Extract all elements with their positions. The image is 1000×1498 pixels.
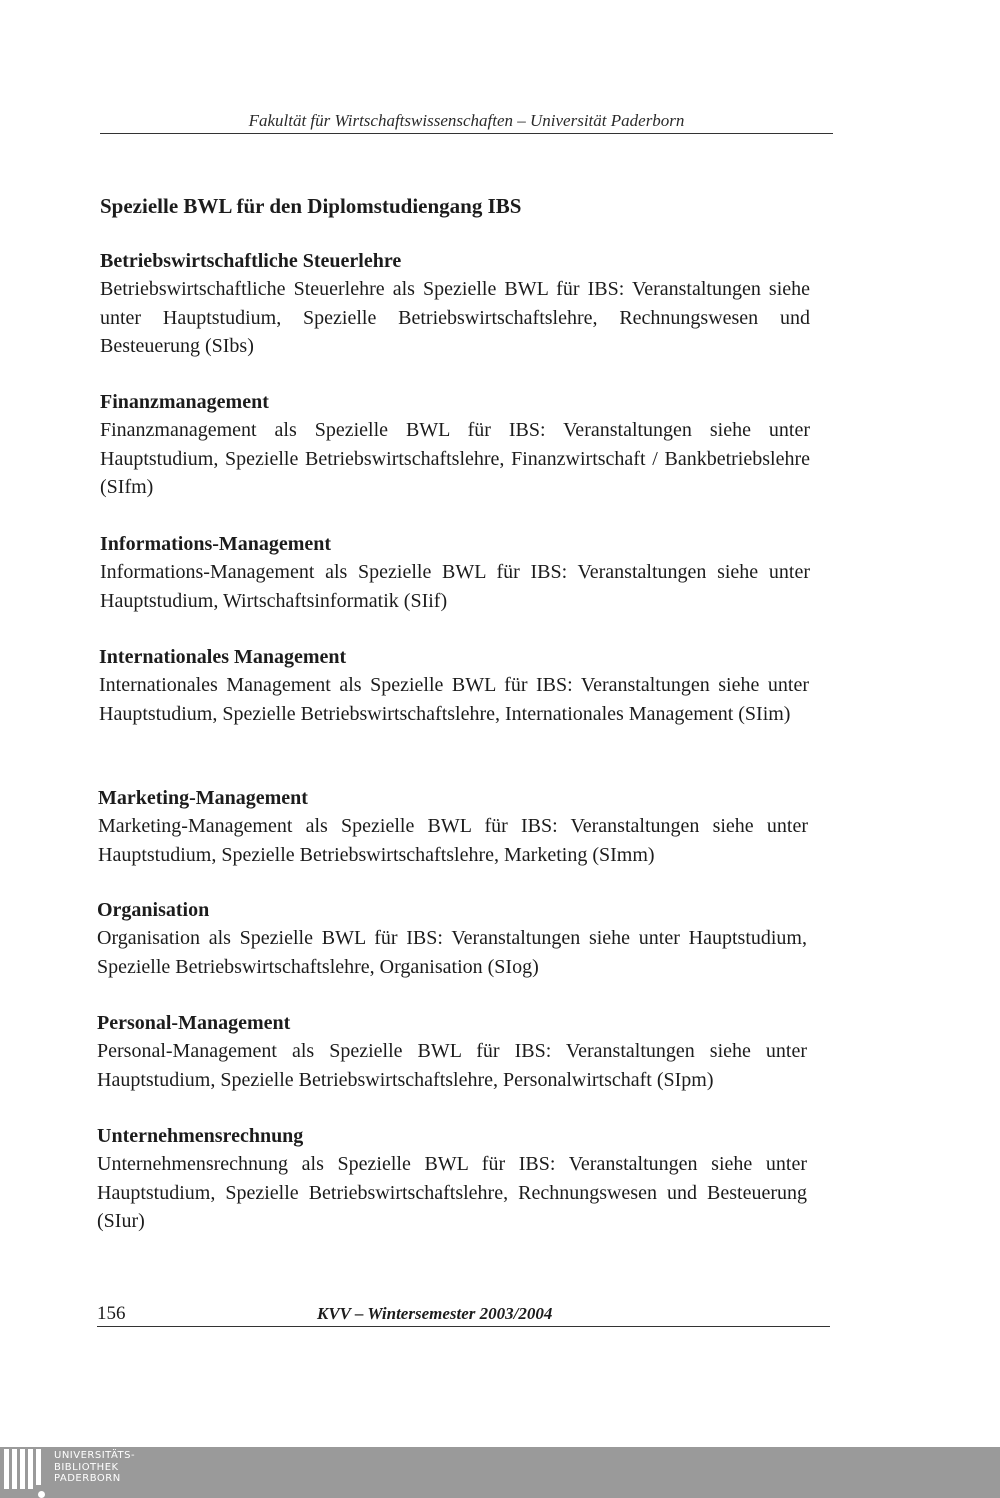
- running-footer: [97, 1302, 830, 1327]
- section-body: Unternehmensrechnung als Spezielle BWL für IBS: Veranstaltungen siehe unter Hauptstudium, Spezielle Betriebswirtschaftslehre, Rechnungswesen und Besteuerung (SIur): [97, 1153, 807, 1232]
- section-unternehmensrechnung: [97, 1122, 807, 1236]
- section-informations-management: [100, 530, 810, 615]
- section-body: Organisation als Spezielle BWL für IBS: Veranstaltungen siehe unter Hauptstudium, Spezielle Betriebswirtschaftslehre, Organisation (SIog): [97, 927, 807, 978]
- section-steuerlehre: [100, 247, 810, 361]
- section-personal-management: [97, 1009, 807, 1094]
- page-number: 156: [97, 1303, 126, 1324]
- section-body: Betriebswirtschaftliche Steuerlehre als Spezielle BWL für IBS: Veranstaltungen siehe unter Hauptstudium, Spezielle Betriebswirtschaftslehre, Rechnungswesen und Besteuerung (SIbs): [100, 278, 810, 357]
- section-heading: Internationales Management: [99, 646, 347, 668]
- running-header: Fakultät für Wirtschaftswissenschaften – Universität Paderborn: [100, 110, 833, 134]
- library-logo: [4, 1447, 154, 1498]
- section-heading: Organisation: [97, 899, 210, 921]
- section-finanzmanagement: [100, 388, 810, 502]
- library-banner: [0, 1447, 1000, 1498]
- section-marketing-management: [98, 784, 808, 869]
- section-body: Informations-Management als Spezielle BWL für IBS: Veranstaltungen siehe unter Hauptstudium, Wirtschaftsinformatik (SIif): [100, 561, 810, 612]
- section-heading: Personal-Management: [97, 1012, 291, 1034]
- section-body: Marketing-Management als Spezielle BWL für IBS: Veranstaltungen siehe unter Hauptstudium, Spezielle Betriebswirtschaftslehre, Marketing (SImm): [98, 815, 808, 866]
- section-internationales-management: [99, 643, 809, 728]
- section-organisation: [97, 896, 807, 981]
- section-body: Personal-Management als Spezielle BWL für IBS: Veranstaltungen siehe unter Hauptstudium, Spezielle Betriebswirtschaftslehre, Personalwirtschaft (SIpm): [97, 1040, 807, 1091]
- section-heading: Unternehmensrechnung: [97, 1125, 304, 1147]
- page-title: Spezielle BWL für den Diplomstudiengang IBS: [100, 194, 522, 218]
- section-body: Finanzmanagement als Spezielle BWL für IBS: Veranstaltungen siehe unter Hauptstudium, Spezielle Betriebswirtschaftslehre, Finanzwirtschaft / Bankbetriebslehre (SIfm): [100, 419, 810, 498]
- barcode-logo-icon: [4, 1449, 48, 1495]
- section-heading: Marketing-Management: [98, 787, 308, 809]
- library-name: UNIVERSITÄTS- BIBLIOTHEK PADERBORN: [54, 1450, 136, 1484]
- footer-title: KVV – Wintersemester 2003/2004: [317, 1304, 553, 1323]
- section-heading: Betriebswirtschaftliche Steuerlehre: [100, 250, 402, 272]
- section-body: Internationales Management als Spezielle BWL für IBS: Veranstaltungen siehe unter Hauptstudium, Spezielle Betriebswirtschaftslehre, Internationales Management (SIim): [99, 674, 809, 725]
- section-heading: Informations-Management: [100, 533, 332, 555]
- section-heading: Finanzmanagement: [100, 391, 269, 413]
